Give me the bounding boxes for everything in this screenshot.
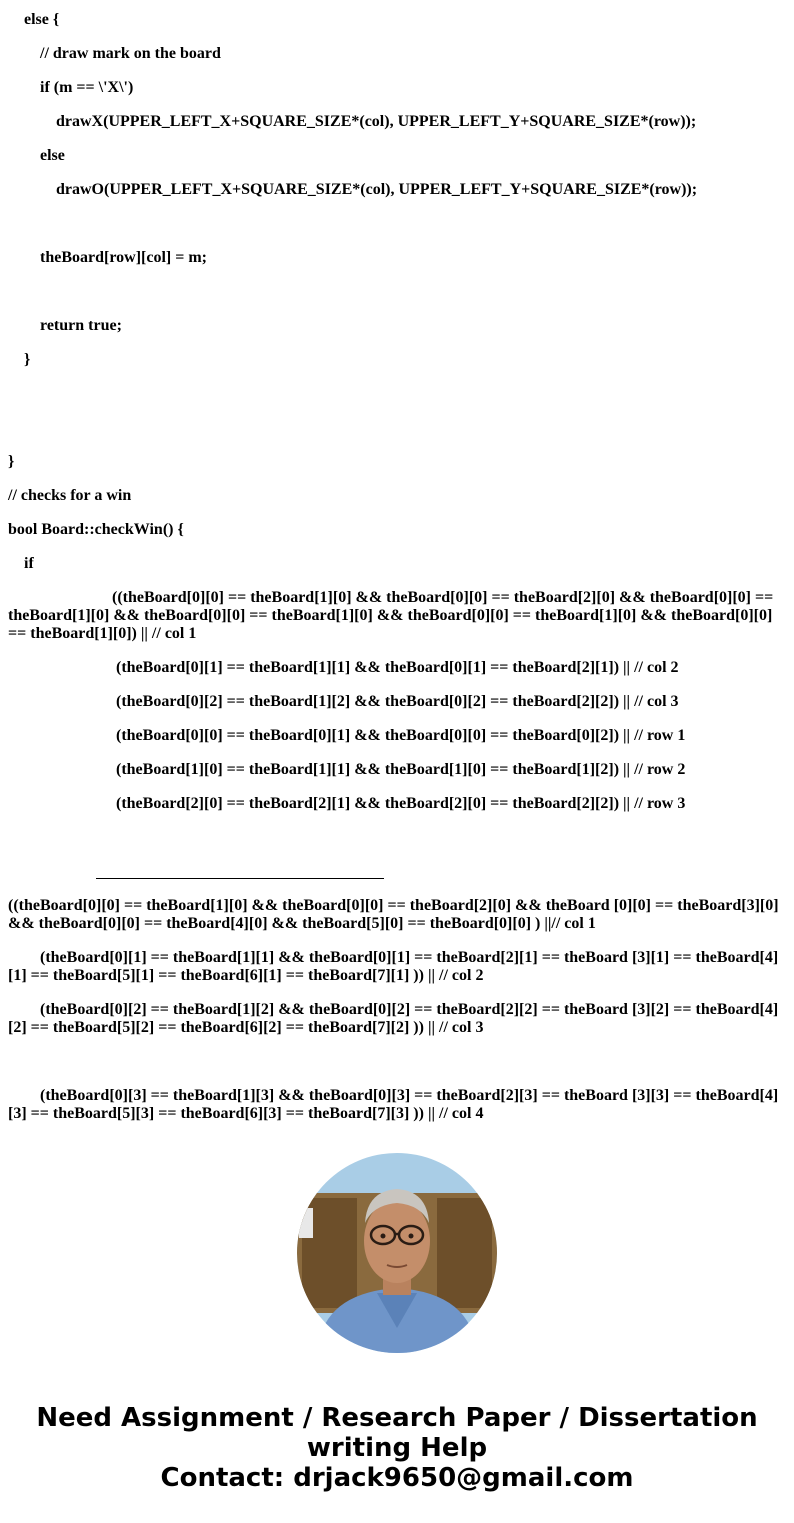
code-line: theBoard[row][col] = m; — [8, 249, 207, 266]
code-line: (theBoard[0][2] == theBoard[1][2] && theBoard[0][2] == theBoard[2][2] == theBoard [3][2] == theBoard[4][2] == theBoard[5][2] == theBoard[6][2] == theBoard[7][2] )) || // col 3 — [8, 1001, 779, 1036]
code-line: else { — [8, 11, 60, 28]
code-line: (theBoard[0][1] == theBoard[1][1] && theBoard[0][1] == theBoard[2][1] == theBoard [3][1] == theBoard[4][1] == theBoard[5][1] == theBoard[6][1] == theBoard[7][1] )) || // col 2 — [8, 949, 779, 984]
code-line: (theBoard[0][3] == theBoard[1][3] && theBoard[0][3] == theBoard[2][3] == theBoard [3][3] == theBoard[4][3] == theBoard[5][3] == theBoard[6][3] == theBoard[7][3] )) || // col 4 — [8, 1087, 779, 1122]
code-line: drawX(UPPER_LEFT_X+SQUARE_SIZE*(col), UPPER_LEFT_Y+SQUARE_SIZE*(row)); — [8, 113, 697, 130]
code-line: } — [8, 351, 31, 368]
code-line: ((theBoard[0][0] == theBoard[1][0] && theBoard[0][0] == theBoard[2][0] && theBoard[0][0] == theBoard[1][0] && theBoard[0][0] == theBoard[1][0] && theBoard[0][0] == theBoard[1][0] && theBoard[0][0] == theBoard[1][0]) || // col 1 — [8, 589, 778, 642]
code-line: // checks for a win — [8, 487, 132, 504]
author-portrait-image — [297, 1153, 497, 1353]
code-line: drawO(UPPER_LEFT_X+SQUARE_SIZE*(col), UPPER_LEFT_Y+SQUARE_SIZE*(row)); — [8, 181, 698, 198]
code-line: if (m == \'X\') — [8, 79, 134, 96]
code-line: return true; — [8, 317, 122, 334]
code-line: ((theBoard[0][0] == theBoard[1][0] && theBoard[0][0] == theBoard[2][0] && theBoard [0][0] == theBoard[3][0] && theBoard[0][0] == theBoard[4][0] && theBoard[5][0] == theBoard[0][0] ) ||// col 1 — [8, 897, 783, 932]
code-line: if — [8, 555, 34, 572]
code-line: (theBoard[2][0] == theBoard[2][1] && theBoard[2][0] == theBoard[2][2]) || // row 3 — [8, 795, 686, 812]
code-line: (theBoard[0][0] == theBoard[0][1] && theBoard[0][0] == theBoard[0][2]) || // row 1 — [8, 727, 686, 744]
horizontal-divider — [96, 878, 384, 879]
code-line: (theBoard[0][2] == theBoard[1][2] && theBoard[0][2] == theBoard[2][2]) || // col 3 — [8, 693, 679, 710]
code-line: (theBoard[1][0] == theBoard[1][1] && theBoard[1][0] == theBoard[1][2]) || // row 2 — [8, 761, 686, 778]
code-line: } — [8, 453, 15, 470]
footer-advert — [0, 1403, 794, 1493]
author-avatar — [297, 1153, 497, 1353]
footer-line-2: writing Help — [306, 1433, 488, 1463]
footer-line-1: Need Assignment / Research Paper / Dissertation — [36, 1403, 758, 1433]
code-line: bool Board::checkWin() { — [8, 521, 184, 538]
footer-contact: Contact: drjack9650@gmail.com — [160, 1463, 634, 1493]
code-line: (theBoard[0][1] == theBoard[1][1] && theBoard[0][1] == theBoard[2][1]) || // col 2 — [8, 659, 679, 676]
code-line: // draw mark on the board — [8, 45, 221, 62]
code-line: else — [8, 147, 65, 164]
